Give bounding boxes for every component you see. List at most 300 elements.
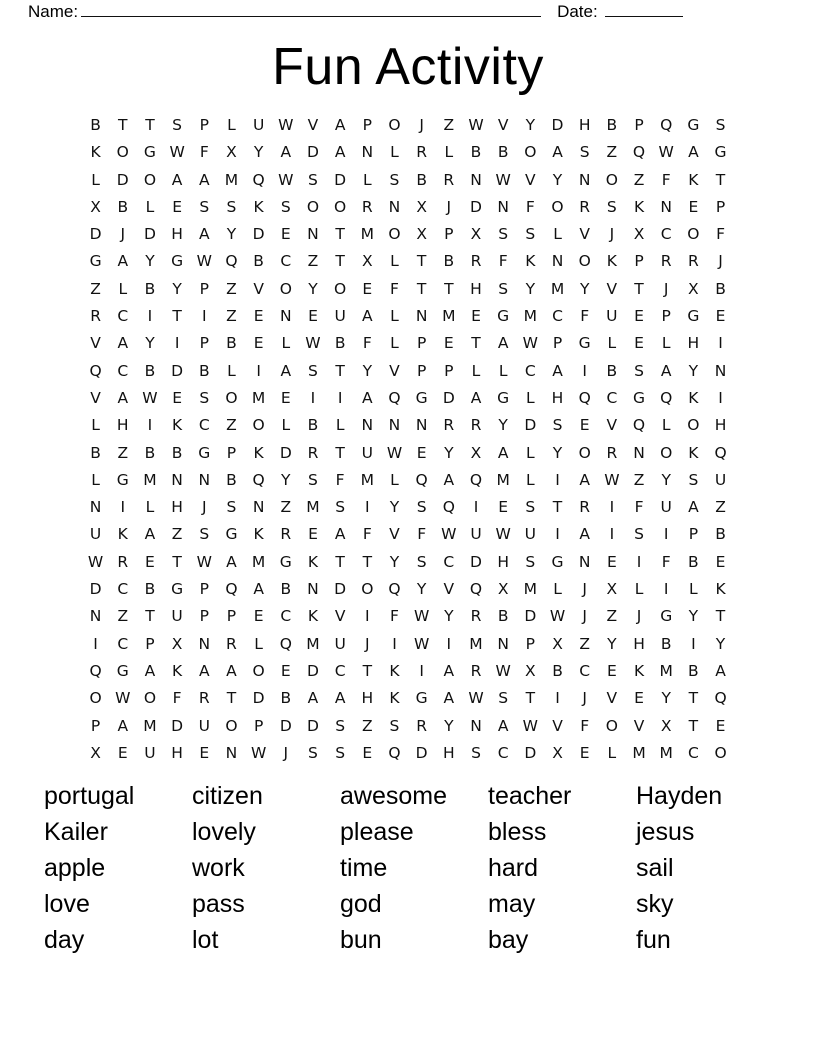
grid-cell[interactable]: D	[171, 716, 184, 735]
grid-cell[interactable]: A	[334, 116, 346, 134]
grid-cell[interactable]: T	[688, 689, 699, 708]
grid-cell[interactable]: S	[308, 470, 318, 489]
grid-cell[interactable]: N	[89, 498, 102, 517]
grid-cell[interactable]: S	[226, 498, 237, 517]
word-list-item[interactable]: work	[192, 854, 245, 882]
grid-cell[interactable]: Z	[606, 143, 618, 162]
grid-cell[interactable]: C	[443, 552, 455, 571]
grid-cell[interactable]: M	[360, 470, 374, 489]
grid-cell[interactable]: Y	[389, 552, 400, 571]
grid-cell[interactable]: G	[116, 661, 129, 680]
grid-cell[interactable]: T	[416, 252, 427, 271]
grid-cell[interactable]: E	[471, 307, 481, 326]
grid-cell[interactable]: S	[498, 225, 509, 244]
grid-cell[interactable]: L	[390, 252, 399, 271]
grid-cell[interactable]: P	[253, 716, 264, 735]
grid-cell[interactable]: F	[362, 525, 372, 544]
grid-cell[interactable]: P	[444, 225, 454, 244]
grid-cell[interactable]: C	[687, 743, 699, 762]
grid-cell[interactable]: I	[446, 634, 452, 653]
grid-cell[interactable]: I	[609, 498, 615, 517]
grid-cell[interactable]: E	[416, 443, 427, 462]
grid-cell[interactable]: A	[171, 170, 183, 189]
grid-cell[interactable]: T	[335, 252, 345, 271]
word-list-item[interactable]: sail	[636, 854, 674, 882]
grid-cell[interactable]: T	[715, 607, 726, 626]
grid-cell[interactable]: I	[663, 525, 669, 544]
grid-cell[interactable]: K	[633, 197, 645, 216]
grid-cell[interactable]: E	[498, 498, 509, 517]
grid-cell[interactable]: O	[605, 716, 618, 735]
grid-cell[interactable]: O	[252, 661, 265, 680]
grid-cell[interactable]: P	[416, 361, 427, 380]
grid-cell[interactable]: R	[470, 416, 482, 435]
grid-cell[interactable]: A	[470, 388, 482, 407]
grid-cell[interactable]: K	[253, 443, 264, 462]
grid-cell[interactable]: N	[89, 607, 102, 626]
grid-cell[interactable]: O	[334, 279, 347, 298]
grid-cell[interactable]: V	[443, 580, 455, 599]
grid-cell[interactable]: Q	[89, 661, 102, 680]
grid-cell[interactable]: B	[280, 580, 292, 599]
grid-cell[interactable]: N	[633, 443, 645, 462]
word-list-item[interactable]: lovely	[192, 818, 256, 846]
grid-cell[interactable]: Y	[145, 334, 155, 353]
grid-cell[interactable]: U	[252, 116, 265, 134]
word-list-item[interactable]: god	[340, 890, 382, 918]
grid-cell[interactable]: Z	[307, 252, 319, 271]
grid-cell[interactable]: D	[279, 716, 292, 735]
grid-cell[interactable]: L	[227, 361, 236, 380]
grid-cell[interactable]: Q	[442, 498, 455, 517]
grid-cell[interactable]: Y	[688, 361, 699, 380]
grid-cell[interactable]: B	[443, 252, 455, 271]
grid-cell[interactable]: R	[361, 197, 373, 216]
grid-cell[interactable]: O	[714, 743, 727, 762]
grid-cell[interactable]: N	[361, 143, 374, 162]
grid-cell[interactable]: I	[636, 552, 642, 571]
grid-cell[interactable]: F	[390, 607, 399, 626]
grid-cell[interactable]: C	[117, 634, 129, 653]
grid-cell[interactable]: S	[416, 498, 427, 517]
grid-cell[interactable]: O	[578, 443, 591, 462]
grid-cell[interactable]: I	[147, 416, 153, 435]
grid-cell[interactable]: L	[145, 197, 155, 216]
word-list-item[interactable]: time	[340, 854, 388, 882]
grid-cell[interactable]: R	[226, 634, 237, 653]
grid-cell[interactable]: X	[552, 634, 563, 653]
word-list-item[interactable]: sky	[636, 890, 674, 918]
grid-cell[interactable]: X	[470, 225, 482, 244]
grid-cell[interactable]: I	[392, 634, 397, 653]
grid-cell[interactable]: P	[145, 634, 155, 653]
grid-cell[interactable]: T	[362, 661, 373, 680]
grid-cell[interactable]: A	[280, 143, 292, 162]
grid-cell[interactable]: L	[362, 170, 372, 189]
grid-cell[interactable]: D	[252, 225, 265, 244]
grid-cell[interactable]: N	[497, 634, 509, 653]
grid-cell[interactable]: P	[199, 116, 209, 134]
grid-cell[interactable]: U	[524, 525, 537, 544]
grid-cell[interactable]: O	[687, 416, 700, 435]
grid-cell[interactable]: Y	[661, 689, 671, 708]
grid-cell[interactable]: Q	[714, 443, 727, 462]
grid-cell[interactable]: B	[552, 661, 563, 680]
grid-cell[interactable]: R	[90, 307, 101, 326]
grid-cell[interactable]: V	[579, 225, 590, 244]
grid-cell[interactable]: A	[117, 716, 129, 735]
grid-cell[interactable]: K	[688, 170, 699, 189]
grid-cell[interactable]: D	[442, 388, 455, 407]
grid-cell[interactable]: S	[172, 116, 183, 134]
grid-cell[interactable]: O	[252, 416, 265, 435]
grid-cell[interactable]: V	[307, 116, 319, 134]
grid-cell[interactable]: T	[335, 552, 345, 571]
grid-cell[interactable]: L	[553, 580, 562, 599]
grid-cell[interactable]: U	[198, 716, 210, 735]
grid-cell[interactable]: Q	[225, 580, 238, 599]
grid-cell[interactable]: Y	[253, 143, 264, 162]
grid-cell[interactable]: L	[91, 416, 100, 435]
grid-cell[interactable]: L	[526, 470, 535, 489]
grid-cell[interactable]: G	[687, 307, 700, 326]
grid-cell[interactable]: B	[144, 443, 156, 462]
grid-cell[interactable]: J	[201, 498, 207, 517]
grid-cell[interactable]: E	[715, 552, 726, 571]
grid-cell[interactable]: S	[525, 498, 536, 517]
grid-cell[interactable]: B	[144, 361, 156, 380]
grid-cell[interactable]: T	[335, 225, 345, 244]
grid-cell[interactable]: B	[226, 334, 237, 353]
grid-cell[interactable]: Y	[444, 443, 454, 462]
grid-cell[interactable]: P	[226, 443, 237, 462]
grid-cell[interactable]: P	[90, 716, 101, 735]
grid-cell[interactable]: R	[416, 716, 428, 735]
grid-cell[interactable]: E	[253, 607, 264, 626]
grid-cell[interactable]: S	[606, 197, 617, 216]
grid-cell[interactable]: G	[171, 580, 184, 599]
grid-cell[interactable]: S	[308, 743, 318, 762]
grid-cell[interactable]: X	[416, 225, 427, 244]
grid-cell[interactable]: L	[390, 307, 399, 326]
grid-cell[interactable]: C	[497, 743, 509, 762]
grid-cell[interactable]: G	[116, 470, 129, 489]
grid-cell[interactable]: L	[281, 416, 291, 435]
grid-cell[interactable]: U	[334, 307, 346, 326]
grid-cell[interactable]: O	[388, 225, 401, 244]
grid-cell[interactable]: E	[117, 743, 128, 762]
grid-cell[interactable]: E	[715, 307, 726, 326]
grid-cell[interactable]: H	[171, 498, 183, 517]
grid-cell[interactable]: T	[471, 334, 481, 353]
grid-cell[interactable]: W	[413, 634, 430, 653]
grid-cell[interactable]: R	[687, 252, 699, 271]
grid-cell[interactable]: M	[306, 634, 320, 653]
grid-cell[interactable]: M	[251, 388, 266, 407]
grid-cell[interactable]: L	[661, 334, 671, 353]
grid-cell[interactable]: W	[115, 689, 131, 708]
grid-cell[interactable]: L	[91, 470, 100, 489]
grid-cell[interactable]: R	[198, 689, 210, 708]
grid-cell[interactable]: T	[444, 279, 454, 298]
grid-cell[interactable]: Q	[469, 580, 483, 599]
grid-cell[interactable]: R	[579, 197, 591, 216]
grid-cell[interactable]: B	[416, 170, 427, 189]
grid-cell[interactable]: A	[362, 388, 373, 407]
grid-cell[interactable]: R	[470, 252, 482, 271]
grid-cell[interactable]: L	[444, 143, 454, 162]
grid-cell[interactable]: Q	[632, 143, 646, 162]
grid-cell[interactable]: V	[253, 279, 264, 298]
grid-cell[interactable]: I	[256, 361, 261, 380]
grid-cell[interactable]: J	[120, 225, 126, 244]
grid-cell[interactable]: L	[390, 470, 399, 489]
grid-cell[interactable]: Z	[633, 470, 645, 489]
grid-cell[interactable]: G	[497, 307, 510, 326]
grid-cell[interactable]: A	[497, 334, 509, 353]
grid-cell[interactable]: D	[171, 361, 184, 380]
grid-cell[interactable]: A	[715, 661, 726, 680]
grid-cell[interactable]: J	[663, 279, 669, 298]
grid-cell[interactable]: H	[578, 116, 591, 134]
grid-cell[interactable]: A	[280, 361, 292, 380]
grid-cell[interactable]: Y	[226, 225, 237, 244]
grid-cell[interactable]: W	[142, 388, 158, 407]
grid-cell[interactable]: D	[415, 743, 428, 762]
grid-cell[interactable]: W	[413, 607, 430, 626]
grid-cell[interactable]: M	[496, 470, 510, 489]
grid-cell[interactable]: I	[419, 661, 424, 680]
grid-cell[interactable]: B	[660, 634, 672, 653]
grid-cell[interactable]: Q	[660, 388, 673, 407]
grid-cell[interactable]: E	[688, 197, 699, 216]
grid-cell[interactable]: T	[688, 716, 699, 735]
grid-cell[interactable]: Q	[225, 252, 238, 271]
grid-cell[interactable]: N	[551, 252, 564, 271]
grid-cell[interactable]: E	[280, 388, 291, 407]
grid-cell[interactable]: E	[199, 743, 210, 762]
grid-cell[interactable]: L	[526, 443, 535, 462]
grid-cell[interactable]: Q	[578, 388, 591, 407]
grid-cell[interactable]: M	[360, 225, 374, 244]
grid-cell[interactable]: O	[524, 143, 537, 162]
grid-cell[interactable]: E	[280, 661, 291, 680]
grid-cell[interactable]: P	[444, 361, 454, 380]
grid-cell[interactable]: V	[606, 279, 618, 298]
grid-cell[interactable]: E	[280, 225, 291, 244]
grid-cell[interactable]: Z	[443, 116, 455, 134]
grid-cell[interactable]: K	[117, 525, 128, 544]
grid-cell[interactable]: G	[143, 143, 156, 162]
grid-cell[interactable]: T	[715, 170, 726, 189]
grid-cell[interactable]: G	[497, 388, 510, 407]
grid-cell[interactable]: W	[522, 716, 538, 735]
grid-cell[interactable]: N	[497, 197, 509, 216]
grid-cell[interactable]: A	[117, 334, 129, 353]
grid-cell[interactable]: E	[172, 388, 182, 407]
grid-cell[interactable]: W	[305, 334, 321, 353]
grid-cell[interactable]: D	[89, 225, 102, 244]
grid-cell[interactable]: J	[718, 252, 723, 271]
grid-cell[interactable]: A	[579, 525, 590, 544]
grid-cell[interactable]: I	[310, 388, 316, 407]
grid-cell[interactable]: G	[660, 607, 673, 626]
word-list-item[interactable]: bless	[488, 818, 547, 846]
grid-cell[interactable]: A	[117, 252, 129, 271]
grid-cell[interactable]: N	[198, 634, 211, 653]
grid-cell[interactable]: H	[171, 225, 183, 244]
grid-cell[interactable]: I	[555, 525, 560, 544]
grid-cell[interactable]: Y	[688, 607, 699, 626]
grid-cell[interactable]: H	[470, 279, 482, 298]
grid-cell[interactable]: L	[689, 580, 698, 599]
grid-cell[interactable]: Z	[90, 279, 101, 298]
grid-cell[interactable]: U	[171, 607, 183, 626]
grid-cell[interactable]: N	[279, 307, 292, 326]
grid-cell[interactable]: N	[578, 170, 591, 189]
grid-cell[interactable]: D	[116, 170, 129, 189]
grid-cell[interactable]: A	[144, 661, 156, 680]
grid-cell[interactable]: R	[470, 607, 482, 626]
grid-cell[interactable]: R	[606, 443, 618, 462]
grid-cell[interactable]: K	[525, 252, 536, 271]
grid-cell[interactable]: J	[582, 607, 587, 626]
grid-cell[interactable]: G	[415, 388, 428, 407]
grid-cell[interactable]: R	[280, 525, 292, 544]
grid-cell[interactable]: Y	[362, 361, 373, 380]
grid-cell[interactable]: S	[688, 470, 699, 489]
grid-cell[interactable]: D	[306, 661, 319, 680]
grid-cell[interactable]: W	[522, 334, 538, 353]
grid-cell[interactable]: W	[87, 552, 104, 571]
grid-cell[interactable]: N	[252, 498, 265, 517]
grid-cell[interactable]: K	[606, 252, 617, 271]
grid-cell[interactable]: A	[552, 143, 563, 162]
grid-cell[interactable]: T	[416, 279, 427, 298]
grid-cell[interactable]: S	[226, 197, 237, 216]
grid-cell[interactable]: U	[334, 634, 346, 653]
grid-cell[interactable]: M	[306, 498, 320, 517]
grid-cell[interactable]: G	[578, 334, 591, 353]
grid-cell[interactable]: F	[661, 552, 671, 571]
grid-cell[interactable]: B	[497, 143, 509, 162]
grid-cell[interactable]: M	[659, 661, 673, 680]
grid-cell[interactable]: F	[335, 470, 345, 489]
word-list-item[interactable]: please	[340, 818, 414, 846]
grid-cell[interactable]: B	[198, 361, 210, 380]
grid-cell[interactable]: F	[716, 225, 725, 244]
grid-cell[interactable]: B	[144, 279, 156, 298]
grid-cell[interactable]: K	[715, 580, 726, 599]
grid-cell[interactable]: O	[551, 197, 564, 216]
grid-cell[interactable]: L	[390, 334, 399, 353]
grid-cell[interactable]: B	[688, 552, 699, 571]
grid-cell[interactable]: J	[582, 689, 587, 708]
grid-cell[interactable]: T	[172, 552, 182, 571]
grid-cell[interactable]: S	[715, 116, 726, 134]
grid-cell[interactable]: P	[226, 607, 237, 626]
grid-cell[interactable]: Z	[117, 607, 129, 626]
grid-cell[interactable]: W	[468, 689, 484, 708]
grid-cell[interactable]: R	[579, 498, 591, 517]
grid-cell[interactable]: X	[633, 225, 645, 244]
grid-cell[interactable]: M	[632, 743, 646, 762]
grid-cell[interactable]: K	[172, 416, 183, 435]
grid-cell[interactable]: Y	[389, 498, 400, 517]
grid-cell[interactable]: W	[468, 116, 484, 134]
grid-cell[interactable]: A	[443, 470, 455, 489]
grid-cell[interactable]: C	[280, 607, 292, 626]
grid-cell[interactable]: R	[443, 416, 455, 435]
grid-cell[interactable]: O	[279, 279, 292, 298]
grid-cell[interactable]: D	[143, 225, 156, 244]
grid-cell[interactable]: Y	[552, 170, 563, 189]
grid-cell[interactable]: V	[389, 361, 400, 380]
grid-cell[interactable]: J	[609, 225, 615, 244]
grid-cell[interactable]: O	[578, 252, 591, 271]
word-list-item[interactable]: Hayden	[636, 782, 723, 810]
grid-cell[interactable]: B	[280, 689, 292, 708]
grid-cell[interactable]: O	[143, 689, 157, 708]
grid-cell[interactable]: D	[470, 552, 482, 571]
grid-cell[interactable]: L	[91, 170, 100, 189]
grid-cell[interactable]: N	[198, 470, 211, 489]
grid-cell[interactable]: C	[552, 307, 563, 326]
grid-cell[interactable]: O	[388, 116, 401, 134]
grid-cell[interactable]: X	[525, 661, 536, 680]
grid-cell[interactable]: O	[660, 443, 673, 462]
grid-cell[interactable]: J	[283, 743, 289, 762]
grid-cell[interactable]: N	[660, 197, 672, 216]
grid-cell[interactable]: G	[89, 252, 102, 271]
grid-cell[interactable]: X	[470, 443, 482, 462]
grid-cell[interactable]: I	[174, 334, 180, 353]
grid-cell[interactable]: T	[362, 552, 373, 571]
grid-cell[interactable]: S	[389, 170, 400, 189]
word-list-item[interactable]: hard	[488, 854, 539, 882]
grid-cell[interactable]: E	[253, 307, 264, 326]
grid-cell[interactable]: E	[253, 334, 264, 353]
grid-cell[interactable]: Y	[145, 252, 155, 271]
grid-cell[interactable]: P	[661, 307, 671, 326]
grid-cell[interactable]: J	[446, 197, 452, 216]
grid-cell[interactable]: Q	[279, 634, 292, 653]
grid-cell[interactable]: S	[498, 689, 509, 708]
grid-cell[interactable]: V	[389, 525, 400, 544]
word-list-item[interactable]: Kailer	[44, 818, 108, 846]
grid-cell[interactable]: Q	[469, 470, 483, 489]
grid-cell[interactable]: K	[172, 661, 183, 680]
grid-cell[interactable]: K	[633, 661, 645, 680]
grid-cell[interactable]: B	[606, 116, 618, 134]
grid-cell[interactable]: E	[308, 525, 318, 544]
grid-cell[interactable]: U	[606, 307, 618, 326]
grid-cell[interactable]: J	[419, 116, 424, 134]
grid-cell[interactable]: I	[120, 498, 126, 517]
grid-cell[interactable]: V	[525, 170, 536, 189]
grid-cell[interactable]: O	[116, 143, 129, 162]
grid-cell[interactable]: H	[497, 552, 509, 571]
grid-cell[interactable]: C	[660, 225, 672, 244]
grid-cell[interactable]: F	[390, 279, 399, 298]
date-write-in-line[interactable]	[605, 2, 683, 17]
grid-cell[interactable]: Y	[715, 634, 726, 653]
grid-cell[interactable]: I	[147, 307, 153, 326]
grid-cell[interactable]: P	[199, 279, 209, 298]
grid-cell[interactable]: I	[718, 334, 723, 353]
grid-cell[interactable]: F	[661, 170, 671, 189]
grid-cell[interactable]: E	[634, 307, 644, 326]
